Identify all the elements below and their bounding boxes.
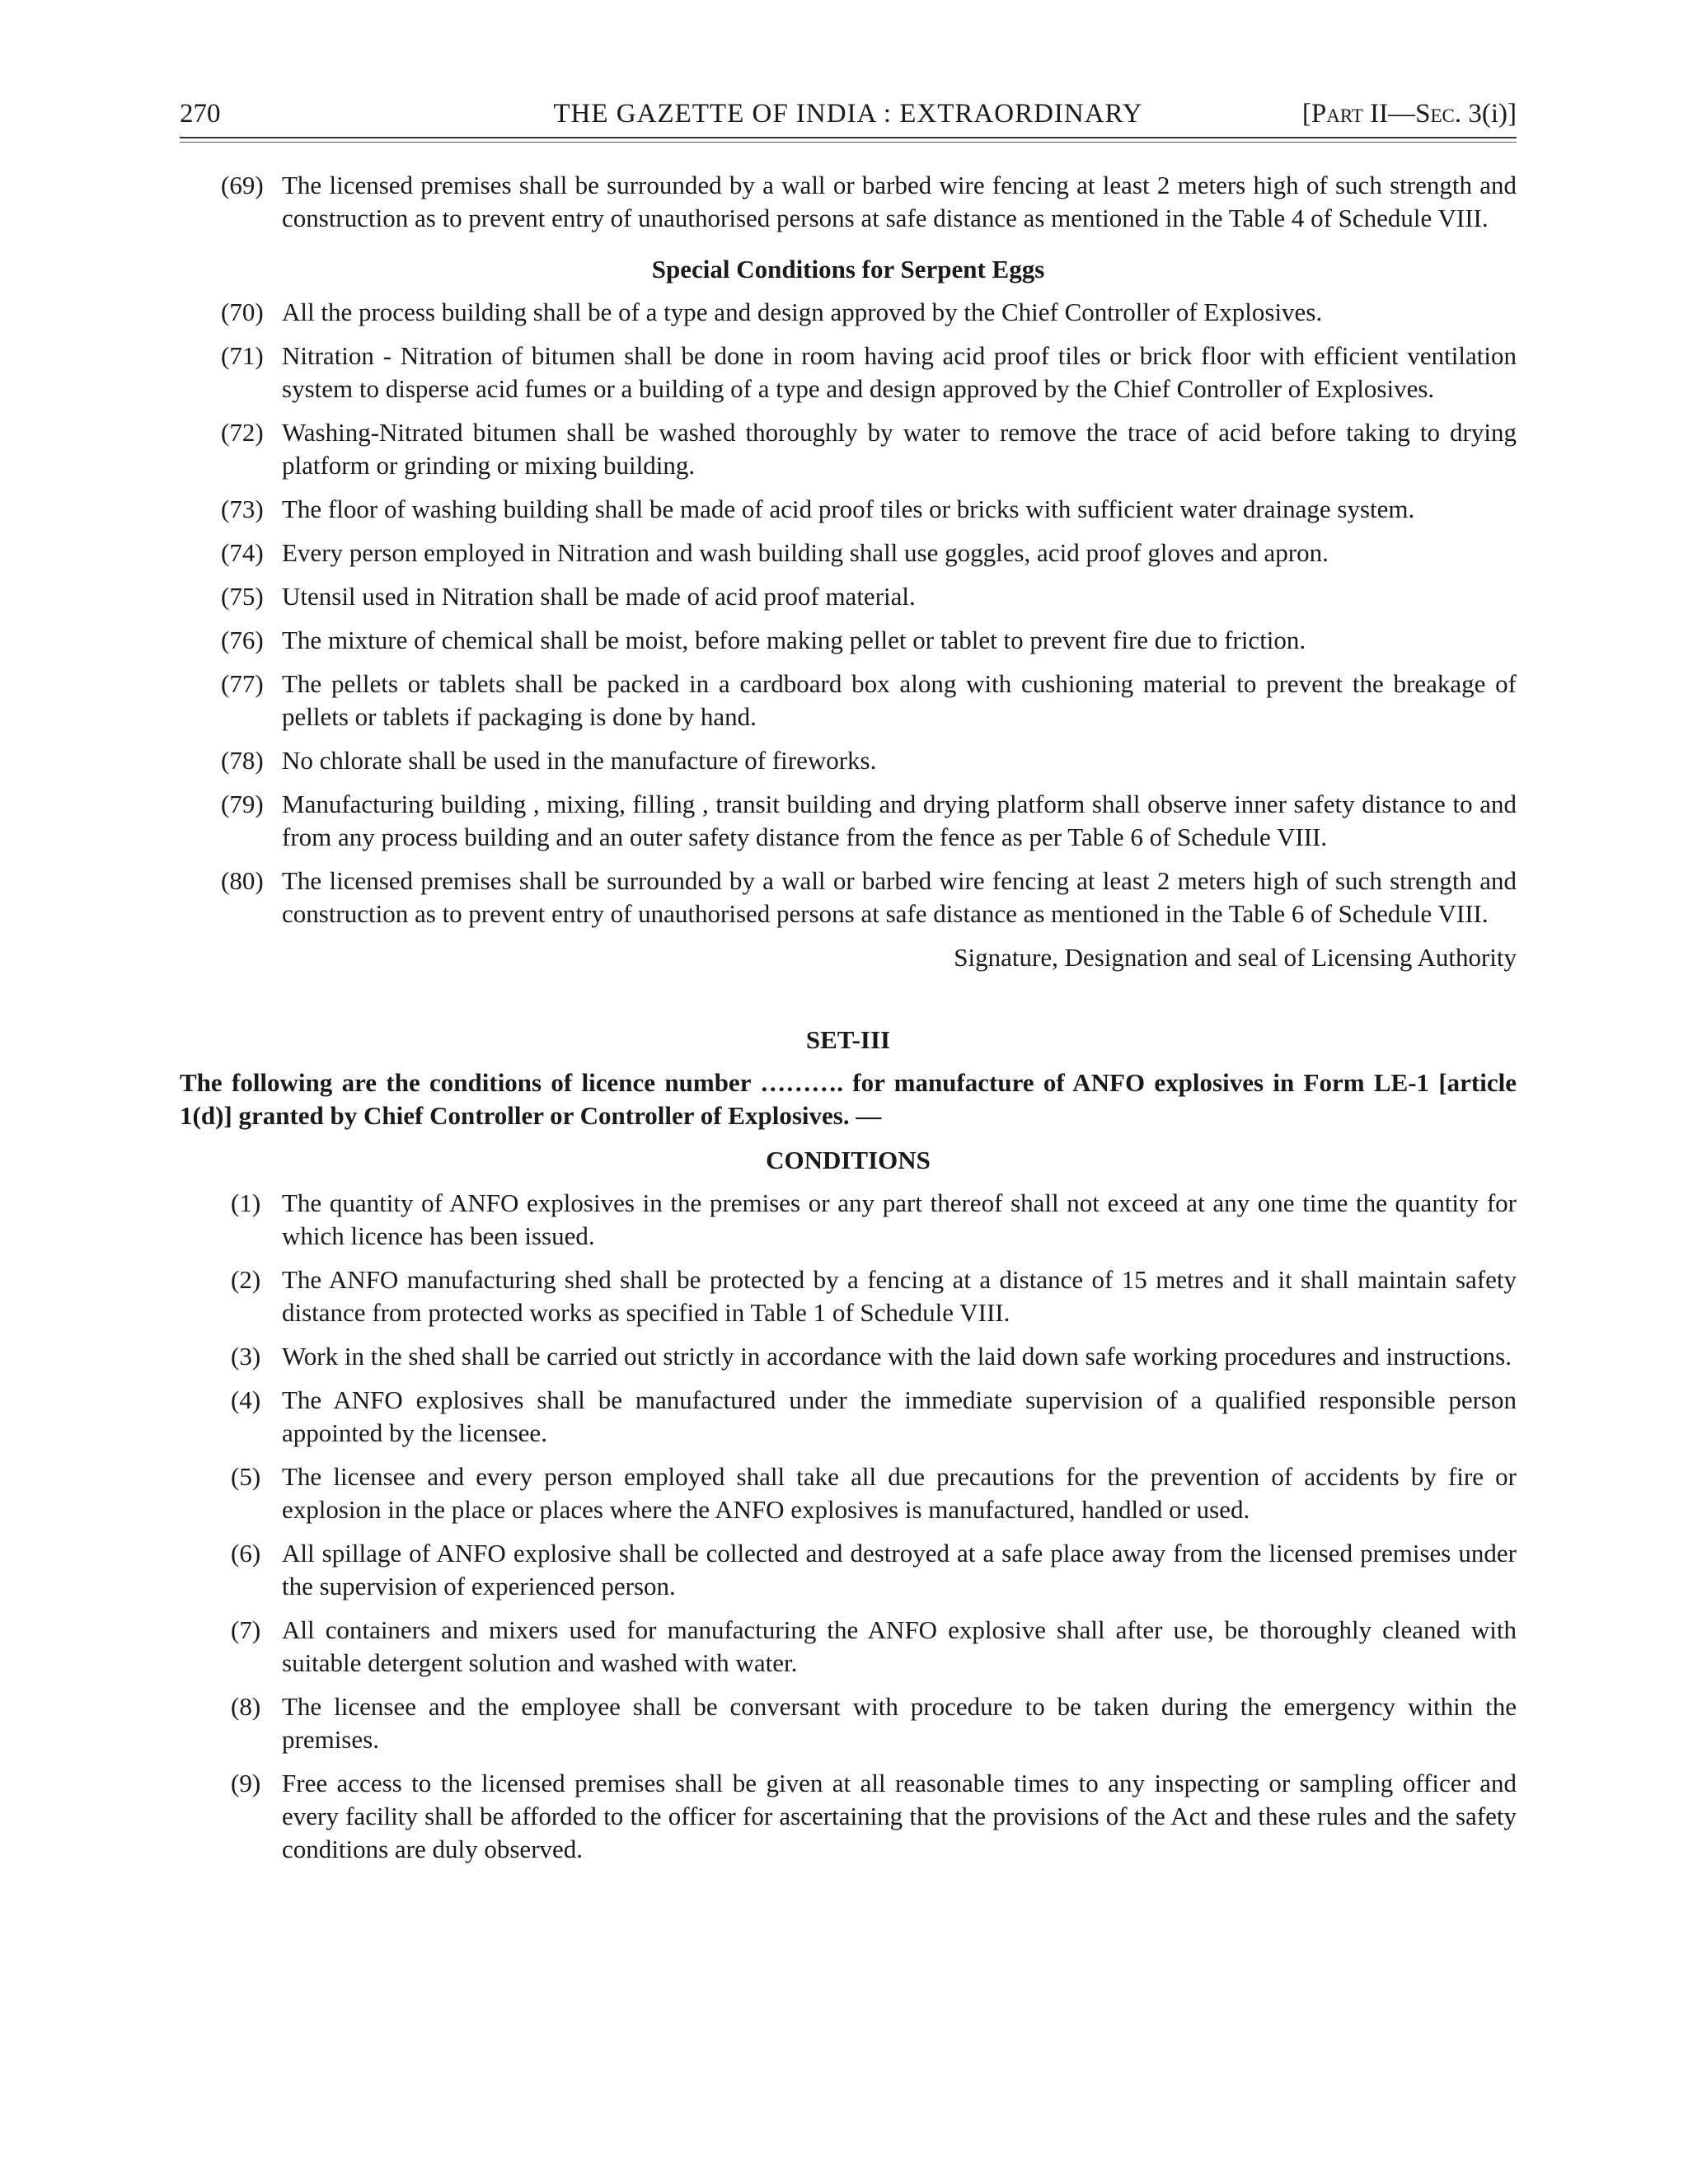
clause-number: (79) [221,790,264,818]
clause-number: (7) [231,1615,261,1644]
clause-text: The ANFO manufacturing shed shall be protected by a fencing at a distance of 15 metres and it shall maintain safety distance from protected works as specified in Table 1 of Schedule VIII. [282,1265,1517,1327]
clause-number: (4) [231,1385,261,1414]
clause-item [180,580,1517,613]
clause-item [180,1340,1517,1373]
clause-item [180,416,1517,482]
gazette-title: THE GAZETTE OF INDIA : EXTRAORDINARY [553,99,1143,129]
clause-text: The mixture of chemical shall be moist, before making pellet or tablet to prevent fire due to friction. [282,626,1306,654]
clause-text: The licensed premises shall be surrounded by a wall or barbed wire fencing at least 2 meters high of such strength and construction as to prevent entry of unauthorised persons at safe distance as mentioned in the Table 6 of Schedule VIII. [282,866,1517,928]
clause-item [180,1460,1517,1526]
clause-text: Work in the shed shall be carried out strictly in accordance with the laid down safe working procedures and instructions. [282,1342,1512,1371]
clauses-top [180,169,1517,235]
clause-text: The floor of washing building shall be made of acid proof tiles or bricks with sufficient water drainage system. [282,494,1415,523]
set-heading: SET-III [805,1025,891,1054]
part-open: [ [1301,99,1311,129]
clause-item [180,1614,1517,1680]
signature-line: Signature, Designation and seal of Licensing Authority [954,943,1517,972]
clause-number: (77) [221,669,264,698]
clause-number: (80) [221,866,264,895]
clause-item [180,1767,1517,1866]
page-number: 270 [180,99,221,129]
clause-text: All containers and mixers used for manufacturing the ANFO explosive shall after use, be thoroughly cleaned with suitable detergent solution and washed with water. [282,1615,1517,1677]
clause-item [180,493,1517,526]
clause-text: Manufacturing building , mixing, filling , transit building and drying platform shall observe inner safety distance to and from any process building and an outer safety distance from the fence as per Table 6 of Schedule VIII. [282,790,1517,851]
clause-item [180,537,1517,569]
clause-number: (71) [221,341,264,370]
clause-text: The licensee and the employee shall be conversant with procedure to be taken during the emergency within the premises. [282,1692,1517,1754]
section-number: . 3(i)] [1454,99,1517,129]
clause-text: Every person employed in Nitration and wash building shall use goggles, acid proof gloves and apron. [282,538,1329,567]
clause-item [180,744,1517,777]
serpent-clauses [180,296,1517,930]
clause-item [180,1263,1517,1329]
clause-text: All the process building shall be of a type and design approved by the Chief Controller of Explosives. [282,298,1323,326]
clause-item [180,788,1517,854]
page-header [180,92,1517,135]
conditions-heading: CONDITIONS [766,1146,931,1174]
clause-item [180,1187,1517,1253]
part-number: II— [1362,99,1416,129]
clause-item [180,169,1517,235]
clause-text: The licensed premises shall be surrounded by a wall or barbed wire fencing at least 2 meters high of such strength and construction as to prevent entry of unauthorised persons at safe distance as mentioned in the Table 4 of Schedule VIII. [282,171,1517,232]
clause-number: (5) [231,1462,261,1491]
clause-number: (69) [221,171,264,199]
clause-item [180,1384,1517,1450]
clause-number: (72) [221,418,264,447]
clause-item [180,1537,1517,1603]
clause-item [180,865,1517,930]
clause-number: (75) [221,582,264,611]
clause-text: The pellets or tablets shall be packed in a cardboard box along with cushioning material to prevent the breakage of pellets or tablets if packaging is done by hand. [282,669,1517,731]
clause-text: The quantity of ANFO explosives in the premises or any part thereof shall not exceed at any one time the quantity for which licence has been issued. [282,1188,1517,1250]
part-section-label [1302,92,1517,135]
clause-text: The ANFO explosives shall be manufactured under the immediate supervision of a qualified responsible person appointed by the licensee. [282,1385,1517,1447]
clause-text: Free access to the licensed premises shall be given at all reasonable times to any inspecting or sampling officer and every facility shall be afforded to the officer for ascertaining that the provisions of the Act and these rules and the safety conditions are duly observed. [282,1769,1517,1863]
clause-number: (74) [221,538,264,567]
clause-item [180,668,1517,733]
clause-number: (3) [231,1342,261,1371]
clause-text: The licensee and every person employed shall take all due precautions for the prevention of accidents by fire or explosion in the place or places where the ANFO explosives is manufactured, handled or used. [282,1462,1517,1524]
clause-item [180,296,1517,329]
clause-text: Washing-Nitrated bitumen shall be washed thoroughly by water to remove the trace of acid before taking to drying platform or grinding or mixing building. [282,418,1517,480]
clause-number: (8) [231,1692,261,1721]
clause-number: (6) [231,1539,261,1568]
clause-number: (2) [231,1265,261,1294]
clause-text: Nitration - Nitration of bitumen shall be done in room having acid proof tiles or brick floor with efficient ventilation system to disperse acid fumes or a building of a type and design approved by the Chief Controller of Explosives. [282,341,1517,403]
clause-item [180,624,1517,657]
section-word: Sec [1415,99,1455,129]
clause-text: Utensil used in Nitration shall be made of acid proof material. [282,582,916,611]
clause-number: (1) [231,1188,261,1217]
clause-number: (76) [221,626,264,654]
clause-number: (9) [231,1769,261,1797]
header-rule-thin [180,142,1517,143]
clause-text: No chlorate shall be used in the manufacture of fireworks. [282,746,877,775]
part-word: Part [1311,99,1363,129]
clause-item [180,340,1517,405]
section-heading-serpent-eggs: Special Conditions for Serpent Eggs [651,255,1045,284]
set-intro: The following are the conditions of licence number ………. for manufacture of ANFO explosives in Form LE-1 [article 1(d)] granted by Chief Controller or Controller of Explosives. — [180,1068,1517,1130]
gazette-page [180,92,1517,1877]
header-rule-thick [180,137,1517,138]
clause-text: All spillage of ANFO explosive shall be collected and destroyed at a safe place away from the licensed premises under the supervision of experienced person. [282,1539,1517,1601]
clause-item [180,1690,1517,1756]
clause-number: (73) [221,494,264,523]
clause-number: (70) [221,298,264,326]
set3-clauses [180,1187,1517,1866]
clause-number: (78) [221,746,264,775]
